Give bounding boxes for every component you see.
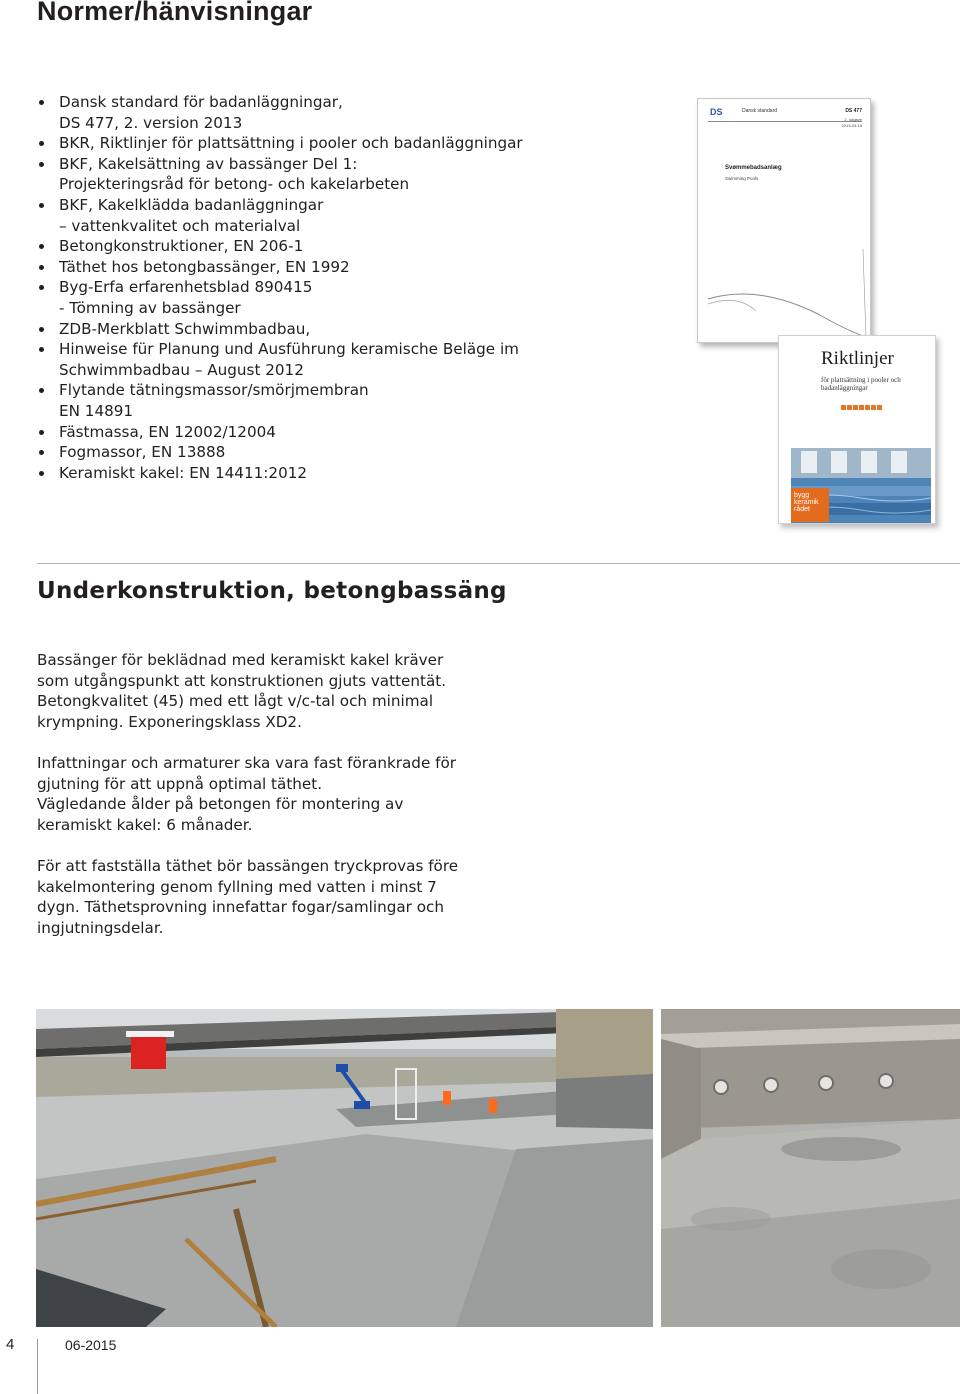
- list-item: Fogmassor, EN 13888: [38, 442, 598, 463]
- list-item: BKR, Riktlinjer för plattsättning i pooler och badanläggningar: [38, 133, 598, 154]
- section-title: Underkonstruktion, betongbassäng: [37, 578, 507, 604]
- text-line: Bassänger för beklädnad med keramiskt kakel kräver: [37, 651, 444, 669]
- text-line: keramiskt kakel: 6 månader.: [37, 815, 253, 834]
- list-item: Betongkonstruktioner, EN 206-1: [38, 236, 598, 257]
- text-line: kakelmontering genom fyllning med vatten i minst 7: [37, 877, 437, 896]
- list-item: Schwimmbadbau – August 2012: [59, 360, 304, 379]
- list-item: Dansk standard för badanläggningar,: [38, 92, 598, 113]
- text-line: dygn. Täthetsprovning innefattar fogar/samlingar och: [37, 898, 444, 917]
- footer-divider: [37, 1339, 38, 1394]
- text-line: För att fastställa täthet bör bassängen tryckprovas före: [37, 857, 459, 875]
- list-item: Hinweise für Planung und Ausführung keramische Beläge im: [38, 339, 598, 360]
- paragraph: [37, 650, 497, 732]
- cover-decoration: [841, 397, 883, 402]
- riktlinjer-cover-image: [778, 335, 936, 524]
- list-item: Byg-Erfa erfarenhetsblad 890415: [38, 277, 598, 298]
- cover-subtitle: Swimming Pools: [725, 176, 759, 181]
- text-line: som utgångspunkt att konstruktionen gjuts vattentät.: [37, 671, 447, 690]
- paragraph: [37, 753, 497, 835]
- reference-list: [38, 92, 598, 483]
- text-line: Betongkvalitet (45) med ett lågt v/c-tal och minimal: [37, 692, 434, 711]
- list-item: – vattenkvalitet och materialval: [59, 216, 301, 235]
- brand-logo: bygg keramik rådet: [791, 488, 829, 522]
- list-item: Fästmassa, EN 12002/12004: [38, 422, 598, 443]
- cover-title: Svømmebadsanlæg: [725, 165, 782, 171]
- list-item: BKF, Kakelklädda badanläggningar: [38, 195, 598, 216]
- ds477-cover-image: [697, 98, 871, 343]
- list-item: DS 477, 2. version 2013: [59, 113, 243, 132]
- cover-label: Dansk standard: [742, 108, 778, 114]
- empty-pool-photo: [661, 1009, 960, 1327]
- cover-standard-number: DS 477: [845, 108, 862, 114]
- list-item: BKF, Kakelsättning av bassänger Del 1:: [38, 154, 598, 175]
- text-line: gjutning för att uppnå optimal täthet.: [37, 774, 323, 793]
- ds-logo: DS: [710, 107, 723, 117]
- cover-title: Riktlinjer: [821, 348, 894, 369]
- paragraph: [37, 856, 497, 938]
- list-item: - Tömning av bassänger: [59, 298, 241, 317]
- section-divider: [37, 563, 960, 564]
- text-line: Infattningar och armaturer ska vara fast förankrade för: [37, 754, 456, 772]
- list-item: EN 14891: [59, 401, 134, 420]
- page-title: Normer/hänvisningar: [37, 0, 313, 26]
- list-item: Projekteringsråd för betong- och kakelarbeten: [59, 175, 410, 194]
- list-item: ZDB-Merkblatt Schwimmbadbau,: [38, 319, 598, 340]
- construction-site-photo: [36, 1009, 653, 1327]
- cover-edition-line: 2. udgave: [844, 117, 862, 122]
- empty-pool-illustration: [661, 1009, 960, 1327]
- text-line: krympning. Exponeringsklass XD2.: [37, 712, 302, 731]
- text-line: ingjutningsdelar.: [37, 918, 164, 937]
- list-item: Täthet hos betongbassänger, EN 1992: [38, 257, 598, 278]
- construction-site-illustration: [36, 1009, 653, 1327]
- cover-edition-date: 2013-03-13: [841, 123, 862, 128]
- page-number: 4: [6, 1336, 15, 1353]
- list-item: Keramiskt kakel: EN 14411:2012: [38, 463, 598, 484]
- cover-curve-graphic: [698, 99, 870, 342]
- list-item: Flytande tätningsmassor/smörjmembran: [38, 380, 598, 401]
- footer-date: 06-2015: [65, 1337, 117, 1353]
- text-line: Vägledande ålder på betongen för montering av: [37, 795, 404, 814]
- cover-subtitle: för plattsättning i pooler och badanläggningar: [821, 376, 901, 392]
